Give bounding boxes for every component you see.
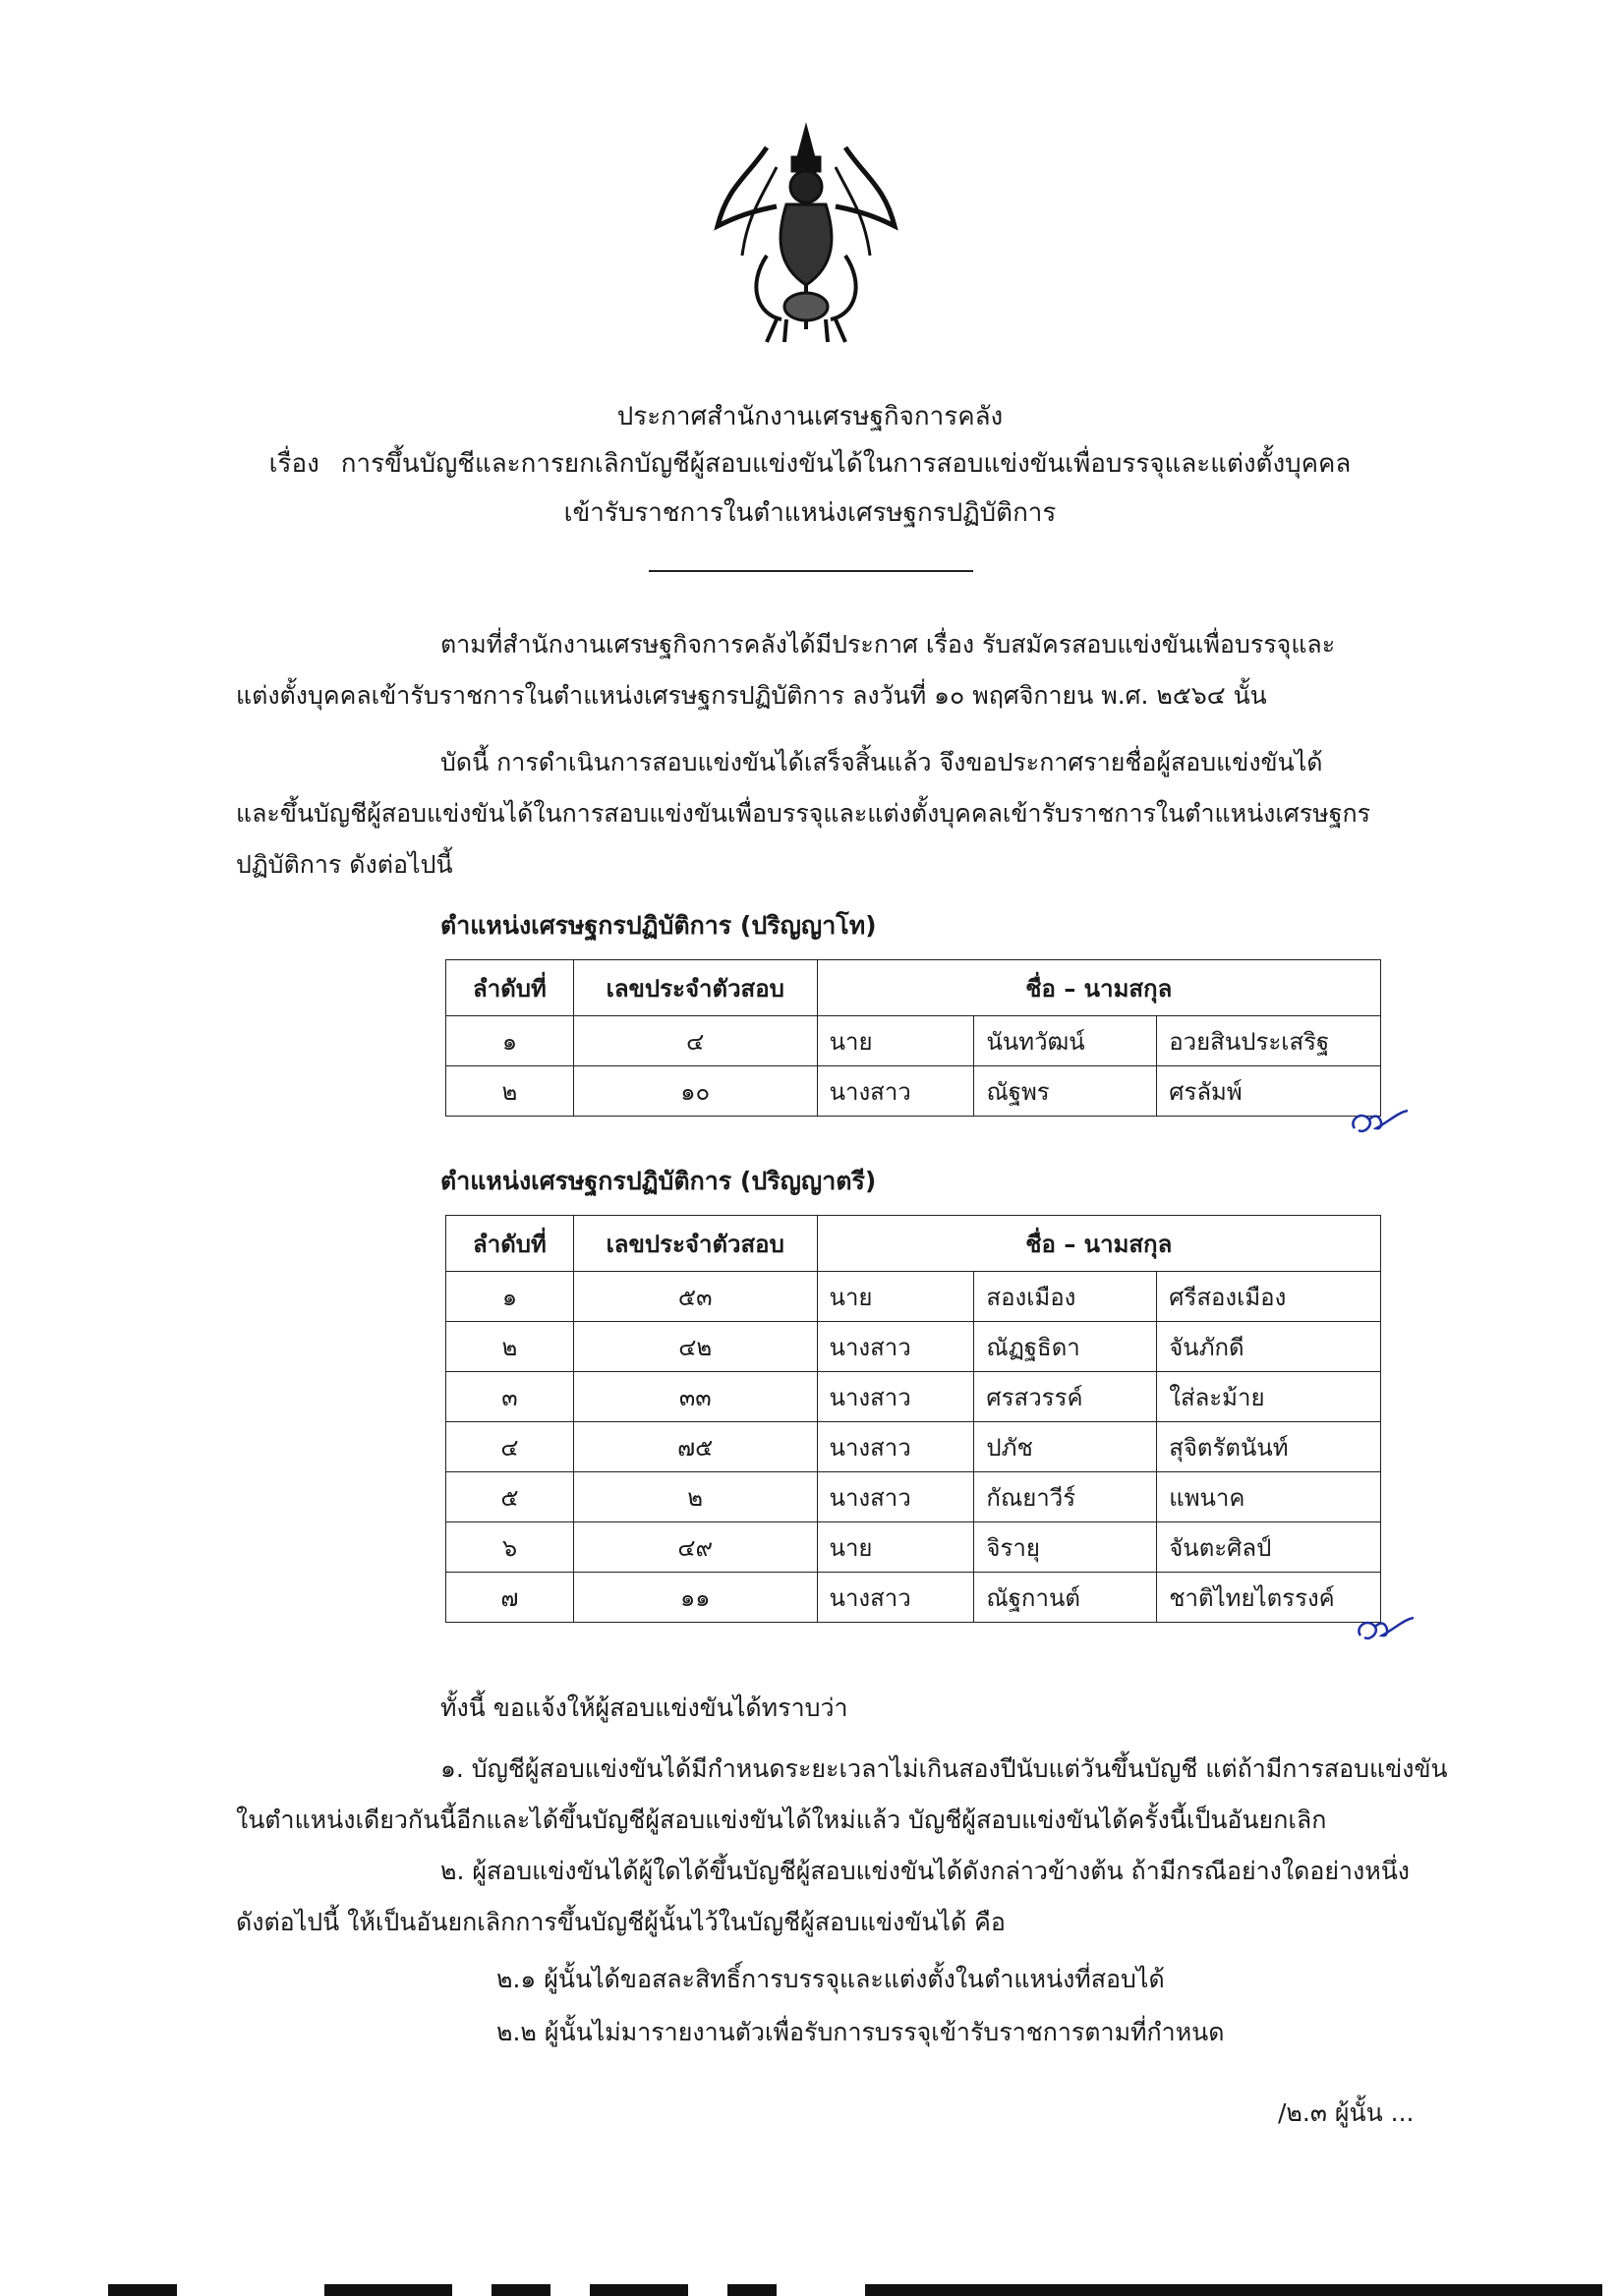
rank-cell: ๔: [446, 1422, 574, 1472]
last-name-cell: จันภักดี: [1157, 1322, 1381, 1372]
table-row: [446, 1573, 1381, 1623]
rank-cell: ๑: [446, 1272, 574, 1322]
col-rank: ลำดับที่: [446, 1216, 574, 1272]
exam-id-cell: ๓๓: [573, 1372, 817, 1422]
notes-intro: ทั้งนี้ ขอแจ้งให้ผู้สอบแข่งขันได้ทราบว่า: [440, 1693, 848, 1722]
exam-id-cell: ๒: [573, 1472, 817, 1522]
title-cell: นาย: [817, 1016, 974, 1066]
first-name-cell: ณัฐพร: [974, 1066, 1157, 1117]
note-1-line-2: ในตำแหน่งเดียวกันนี้อีกและได้ขึ้นบัญชีผู้สอบแข่งขันได้ใหม่แล้ว บัญชีผู้สอบแข่งขันได้ครั้งนี้เป็นอันยกเลิก: [236, 1806, 1327, 1834]
paragraph-2-line-2: และขึ้นบัญชีผู้สอบแข่งขันได้ในการสอบแข่งขันเพื่อบรรจุและแต่งตั้งบุคคลเข้ารับราชการในตำแหน่งเศรษฐกร: [236, 799, 1371, 828]
exam-id-cell: ๔๙: [573, 1522, 817, 1573]
subject-line-1: [0, 440, 1620, 488]
title-cell: นางสาว: [817, 1372, 974, 1422]
rank-cell: ๗: [446, 1573, 574, 1623]
masters-table: [445, 959, 1381, 1117]
note-2-2: ๒.๒ ผู้นั้นไม่มารายงานตัวเพื่อรับการบรรจุเข้ารับราชการตามที่กำหนด: [496, 2018, 1225, 2046]
last-name-cell: ใส่ละม้าย: [1157, 1372, 1381, 1422]
subject-line-2: เข้ารับราชการในตำแหน่งเศรษฐกรปฏิบัติการ: [563, 498, 1057, 528]
first-name-cell: ณัฏฐธิดา: [974, 1322, 1157, 1372]
rank-cell: ๕: [446, 1472, 574, 1522]
garuda-emblem-icon: [708, 118, 904, 344]
exam-id-cell: ๔๒: [573, 1322, 817, 1372]
rank-cell: ๑: [446, 1016, 574, 1066]
table-row: [446, 1066, 1381, 1117]
table-row: [446, 1372, 1381, 1422]
first-name-cell: ณัฐกานต์: [974, 1573, 1157, 1623]
title-cell: นาย: [817, 1272, 974, 1322]
scan-edge-marks: [0, 2272, 1620, 2296]
title-divider: [649, 570, 973, 572]
bachelors-table: [445, 1215, 1381, 1623]
title-cell: นางสาว: [817, 1066, 974, 1117]
note-2-1: ๒.๑ ผู้นั้นได้ขอสละสิทธิ์การบรรจุและแต่งตั้งในตำแหน่งที่สอบได้: [496, 1965, 1165, 1993]
table-row: [446, 1422, 1381, 1472]
first-name-cell: ศรสวรรค์: [974, 1372, 1157, 1422]
table-row: [446, 1322, 1381, 1372]
title-cell: นางสาว: [817, 1573, 974, 1623]
last-name-cell: สุจิตรัตนันท์: [1157, 1422, 1381, 1472]
table-row: [446, 1472, 1381, 1522]
note-2-line-2: ดังต่อไปนี้ ให้เป็นอันยกเลิกการขึ้นบัญชีผู้นั้นไว้ในบัญชีผู้สอบแข่งขันได้ คือ: [236, 1908, 1006, 1936]
exam-id-cell: ๕๓: [573, 1272, 817, 1322]
table-row: [446, 1522, 1381, 1573]
paragraph-1-line-1: ตามที่สำนักงานเศรษฐกิจการคลังได้มีประกาศ เรื่อง รับสมัครสอบแข่งขันเพื่อบรรจุและ: [440, 630, 1336, 659]
last-name-cell: จันตะศิลป์: [1157, 1522, 1381, 1573]
table-row: [446, 1272, 1381, 1322]
rank-cell: ๓: [446, 1372, 574, 1422]
col-name: ชื่อ – นามสกุล: [817, 960, 1380, 1016]
note-1-line-1: ๑. บัญชีผู้สอบแข่งขันได้มีกำหนดระยะเวลาไม่เกินสองปีนับแต่วันขึ้นบัญชี แต่ถ้ามีการสอบแข่งขัน: [440, 1754, 1448, 1783]
col-name: ชื่อ – นามสกุล: [817, 1216, 1380, 1272]
issuer-title: ประกาศสำนักงานเศรษฐกิจการคลัง: [616, 402, 1004, 431]
rank-cell: ๒: [446, 1066, 574, 1117]
last-name-cell: แพนาค: [1157, 1472, 1381, 1522]
paragraph-2-line-1: บัดนี้ การดำเนินการสอบแข่งขันได้เสร็จสิ้นแล้ว จึงขอประกาศรายชื่อผู้สอบแข่งขันได้: [440, 748, 1323, 776]
first-name-cell: ปภัช: [974, 1422, 1157, 1472]
page-continuation: /๒.๓ ผู้นั้น ...: [1278, 2098, 1415, 2127]
title-cell: นางสาว: [817, 1422, 974, 1472]
rank-cell: ๒: [446, 1322, 574, 1372]
exam-id-cell: ๑๐: [573, 1066, 817, 1117]
col-exam-id: เลขประจำตัวสอบ: [573, 1216, 817, 1272]
note-2-line-1: ๒. ผู้สอบแข่งขันได้ผู้ใดได้ขึ้นบัญชีผู้สอบแข่งขันได้ดังกล่าวข้างต้น ถ้ามีกรณีอย่างใดอย่างหนึ่ง: [440, 1857, 1410, 1885]
subject-text-1: การขึ้นบัญชีและการยกเลิกบัญชีผู้สอบแข่งขันได้ในการสอบแข่งขันเพื่อบรรจุและแต่งตั้งบุคคล: [340, 449, 1352, 479]
exam-id-cell: ๗๕: [573, 1422, 817, 1472]
paragraph-1-line-2: แต่งตั้งบุคคลเข้ารับราชการในตำแหน่งเศรษฐกรปฏิบัติการ ลงวันที่ ๑๐ พฤศจิกายน พ.ศ. ๒๕๖๔ นั้น: [236, 681, 1267, 710]
last-name-cell: อวยสินประเสริฐ: [1157, 1016, 1381, 1066]
first-name-cell: กัณยาวีร์: [974, 1472, 1157, 1522]
bachelors-heading: ตำแหน่งเศรษฐกรปฏิบัติการ (ปริญญาตรี): [440, 1167, 877, 1195]
last-name-cell: ศรลัมพ์: [1157, 1066, 1381, 1117]
masters-heading: ตำแหน่งเศรษฐกรปฏิบัติการ (ปริญญาโท): [440, 911, 877, 940]
col-exam-id: เลขประจำตัวสอบ: [573, 960, 817, 1016]
rank-cell: ๖: [446, 1522, 574, 1573]
last-name-cell: ศรีสองเมือง: [1157, 1272, 1381, 1322]
handwritten-initials-icon: [1347, 1101, 1416, 1140]
title-cell: นางสาว: [817, 1472, 974, 1522]
title-cell: นาย: [817, 1522, 974, 1573]
handwritten-initials-icon: [1353, 1608, 1421, 1647]
first-name-cell: สองเมือง: [974, 1272, 1157, 1322]
last-name-cell: ชาติไทยไตรรงค์: [1157, 1573, 1381, 1623]
exam-id-cell: ๑๑: [573, 1573, 817, 1623]
first-name-cell: จิรายุ: [974, 1522, 1157, 1573]
col-rank: ลำดับที่: [446, 960, 574, 1016]
table-row: [446, 1016, 1381, 1066]
subject-label: เรื่อง: [268, 449, 319, 479]
first-name-cell: นันทวัฒน์: [974, 1016, 1157, 1066]
title-cell: นางสาว: [817, 1322, 974, 1372]
exam-id-cell: ๔: [573, 1016, 817, 1066]
paragraph-2-line-3: ปฏิบัติการ ดังต่อไปนี้: [236, 850, 453, 879]
